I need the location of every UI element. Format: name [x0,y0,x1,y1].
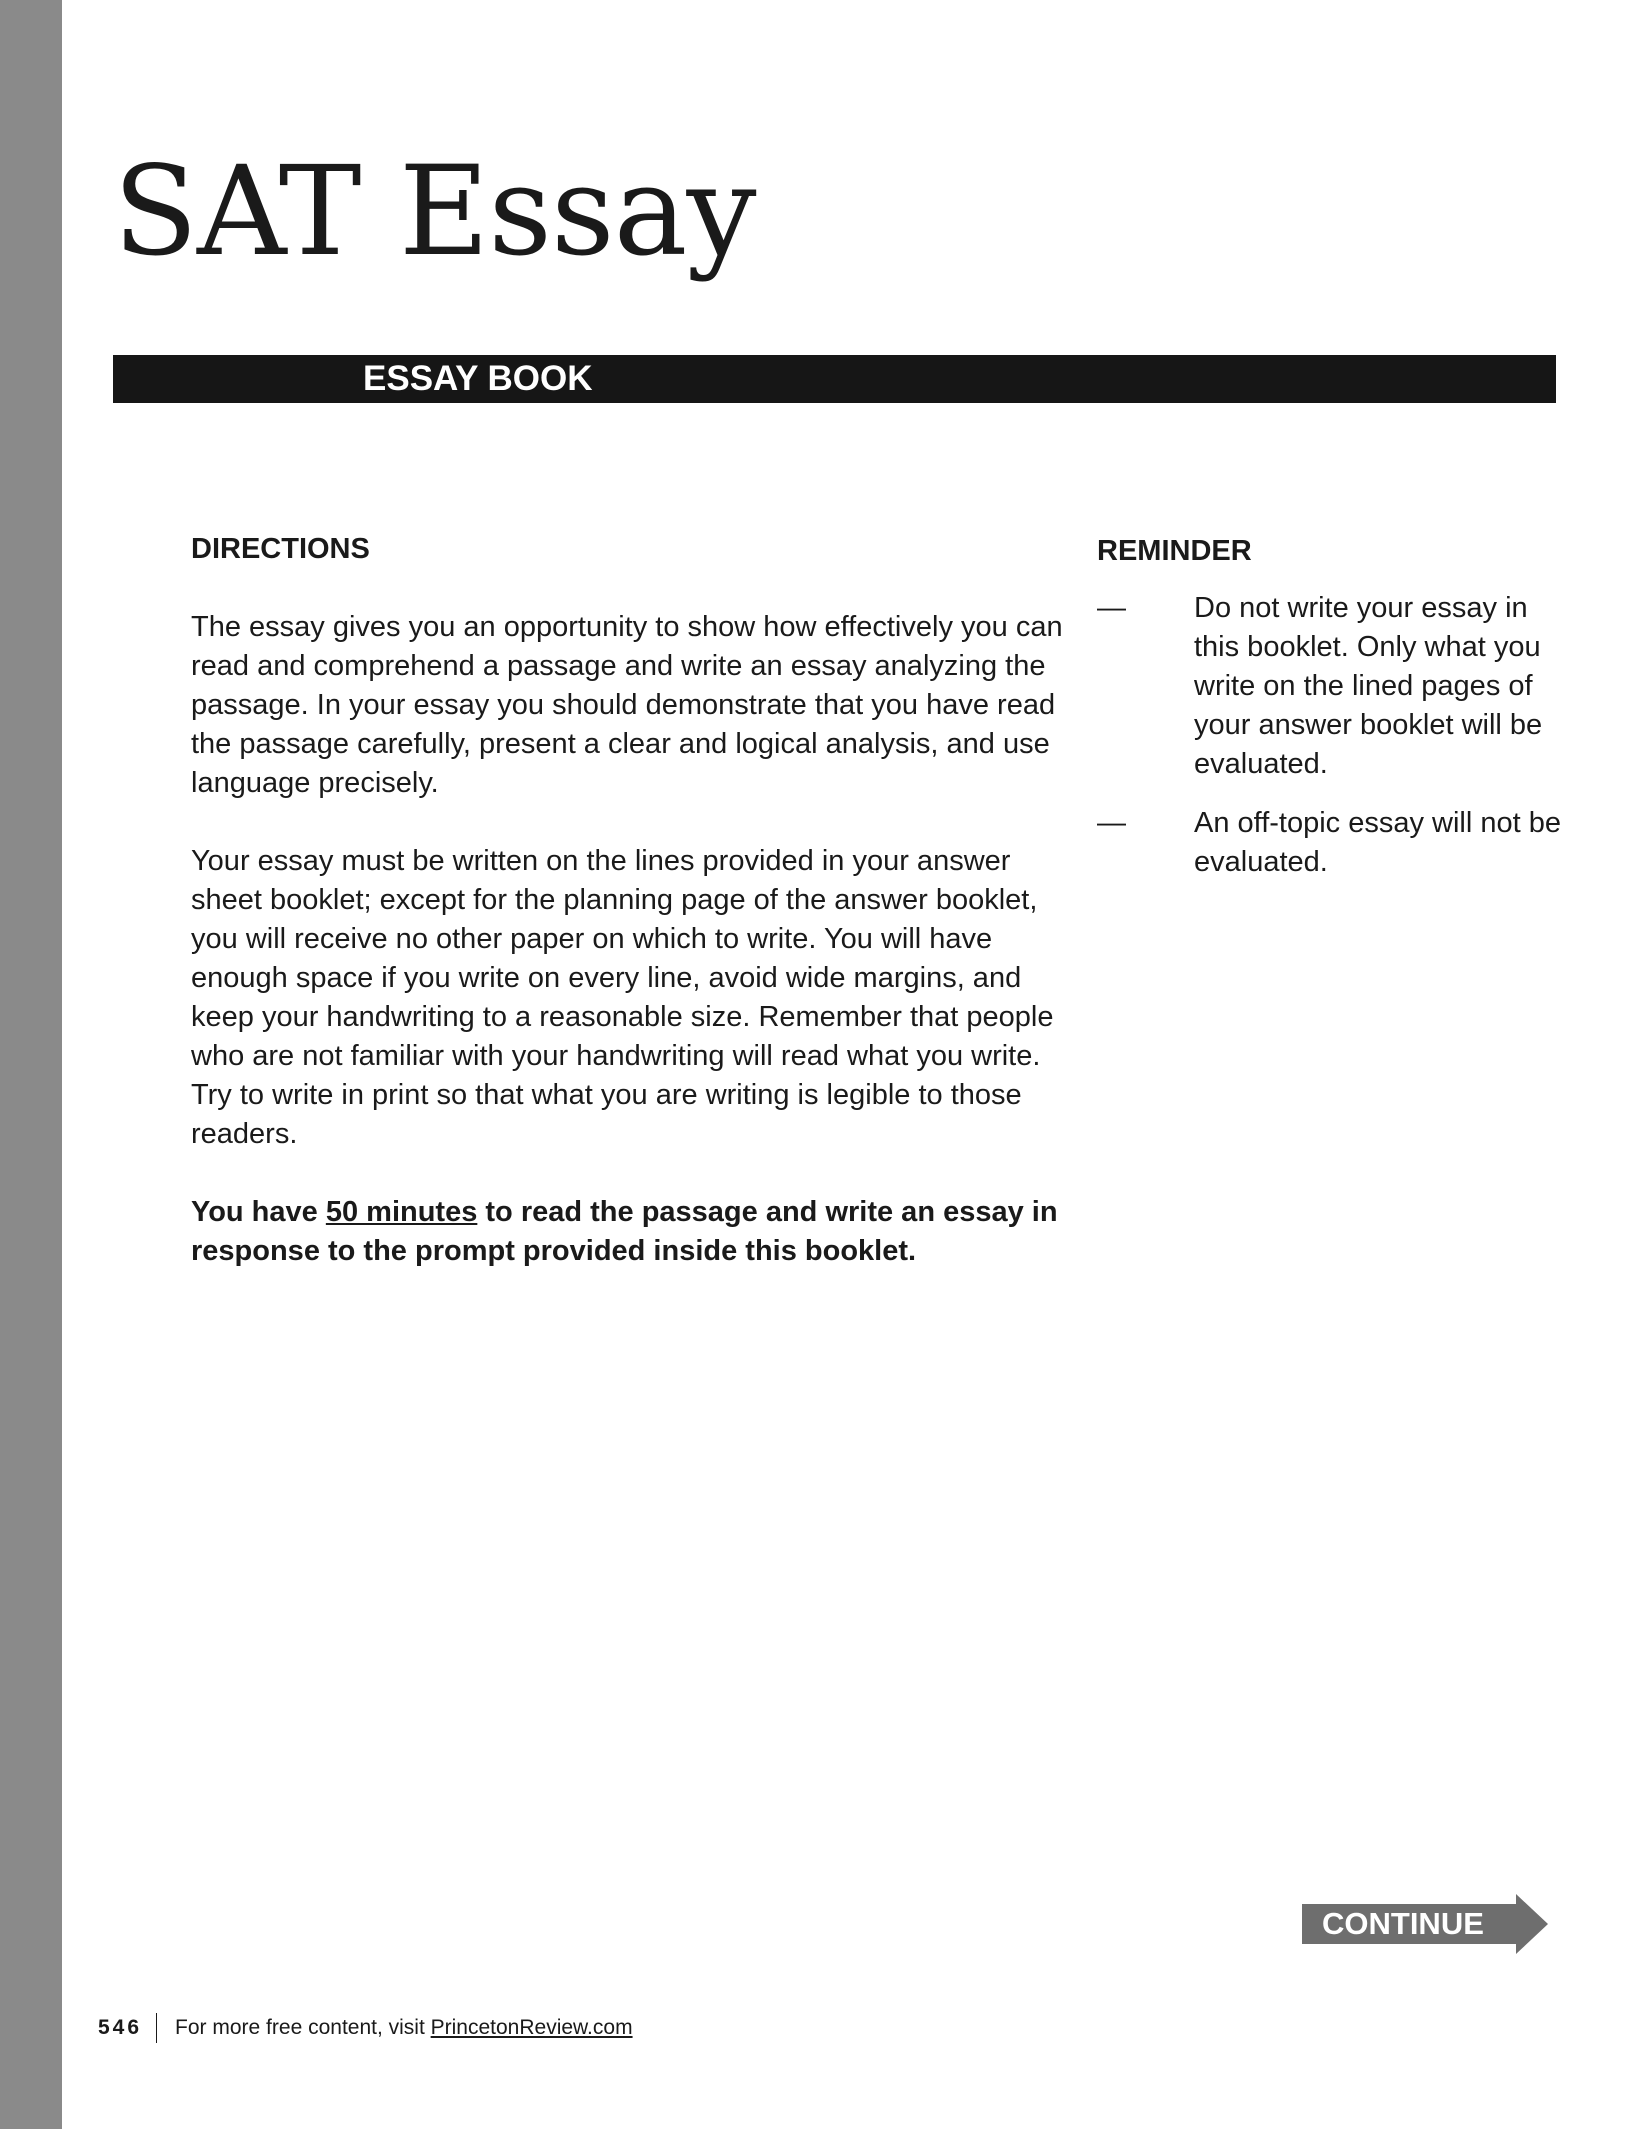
directions-paragraph-2: Your essay must be written on the lines provided in your answer sheet booklet; except for the planning page of the answer booklet, you will receive no other paper on which to write. You will have enough space if you write on every line, avoid wide margins, and keep your handwriting to a reasonable size. Remember that people who are not familiar with your handwriting will read what you write. Try to write in print so that what you are writing is legible to those readers. [191,845,1054,1150]
reminder-column [1097,532,1567,902]
continue-label: CONTINUE [1322,1906,1484,1941]
side-strip [0,0,62,2129]
section-banner [113,355,1556,403]
directions-paragraph-1: The essay gives you an opportunity to show how effectively you can read and comprehend a passage and write an essay analyzing the passage. In your essay you should demonstrate that you have read the passage carefully, present a clear and logical analysis, and use language precisely. [191,611,1063,799]
time-note-before: You have [191,1196,326,1228]
time-limit: 50 minutes [325,1196,478,1228]
directions-heading: DIRECTIONS [191,533,370,565]
reminder-item [1097,804,1567,882]
reminder-dash: — [1097,807,1126,839]
footer-divider [156,2013,157,2043]
continue-indicator [1302,1894,1548,1954]
page-number: 546 [98,2016,143,2039]
reminder-heading: REMINDER [1097,535,1252,567]
page-title: SAT Essay [113,140,756,284]
time-note-after: to read the passage and write an essay in response to the prompt provided inside this booklet. [191,1196,1058,1267]
footer-link[interactable]: PrincetonReview.com [430,2016,633,2039]
reminder-item [1097,589,1567,784]
reminder-dash: — [1097,592,1126,624]
reminder-text: Do not write your essay in this booklet. Only what you write on the lined pages of your answer booklet will be evaluated. [1194,592,1543,780]
banner-label: ESSAY BOOK [363,359,593,398]
time-note [191,1193,1071,1271]
page-footer [98,2012,633,2044]
directions-column [191,530,1071,1310]
reminder-text: An off-topic essay will not be evaluated. [1194,807,1561,878]
footer-text: For more free content, visit [175,2016,431,2039]
